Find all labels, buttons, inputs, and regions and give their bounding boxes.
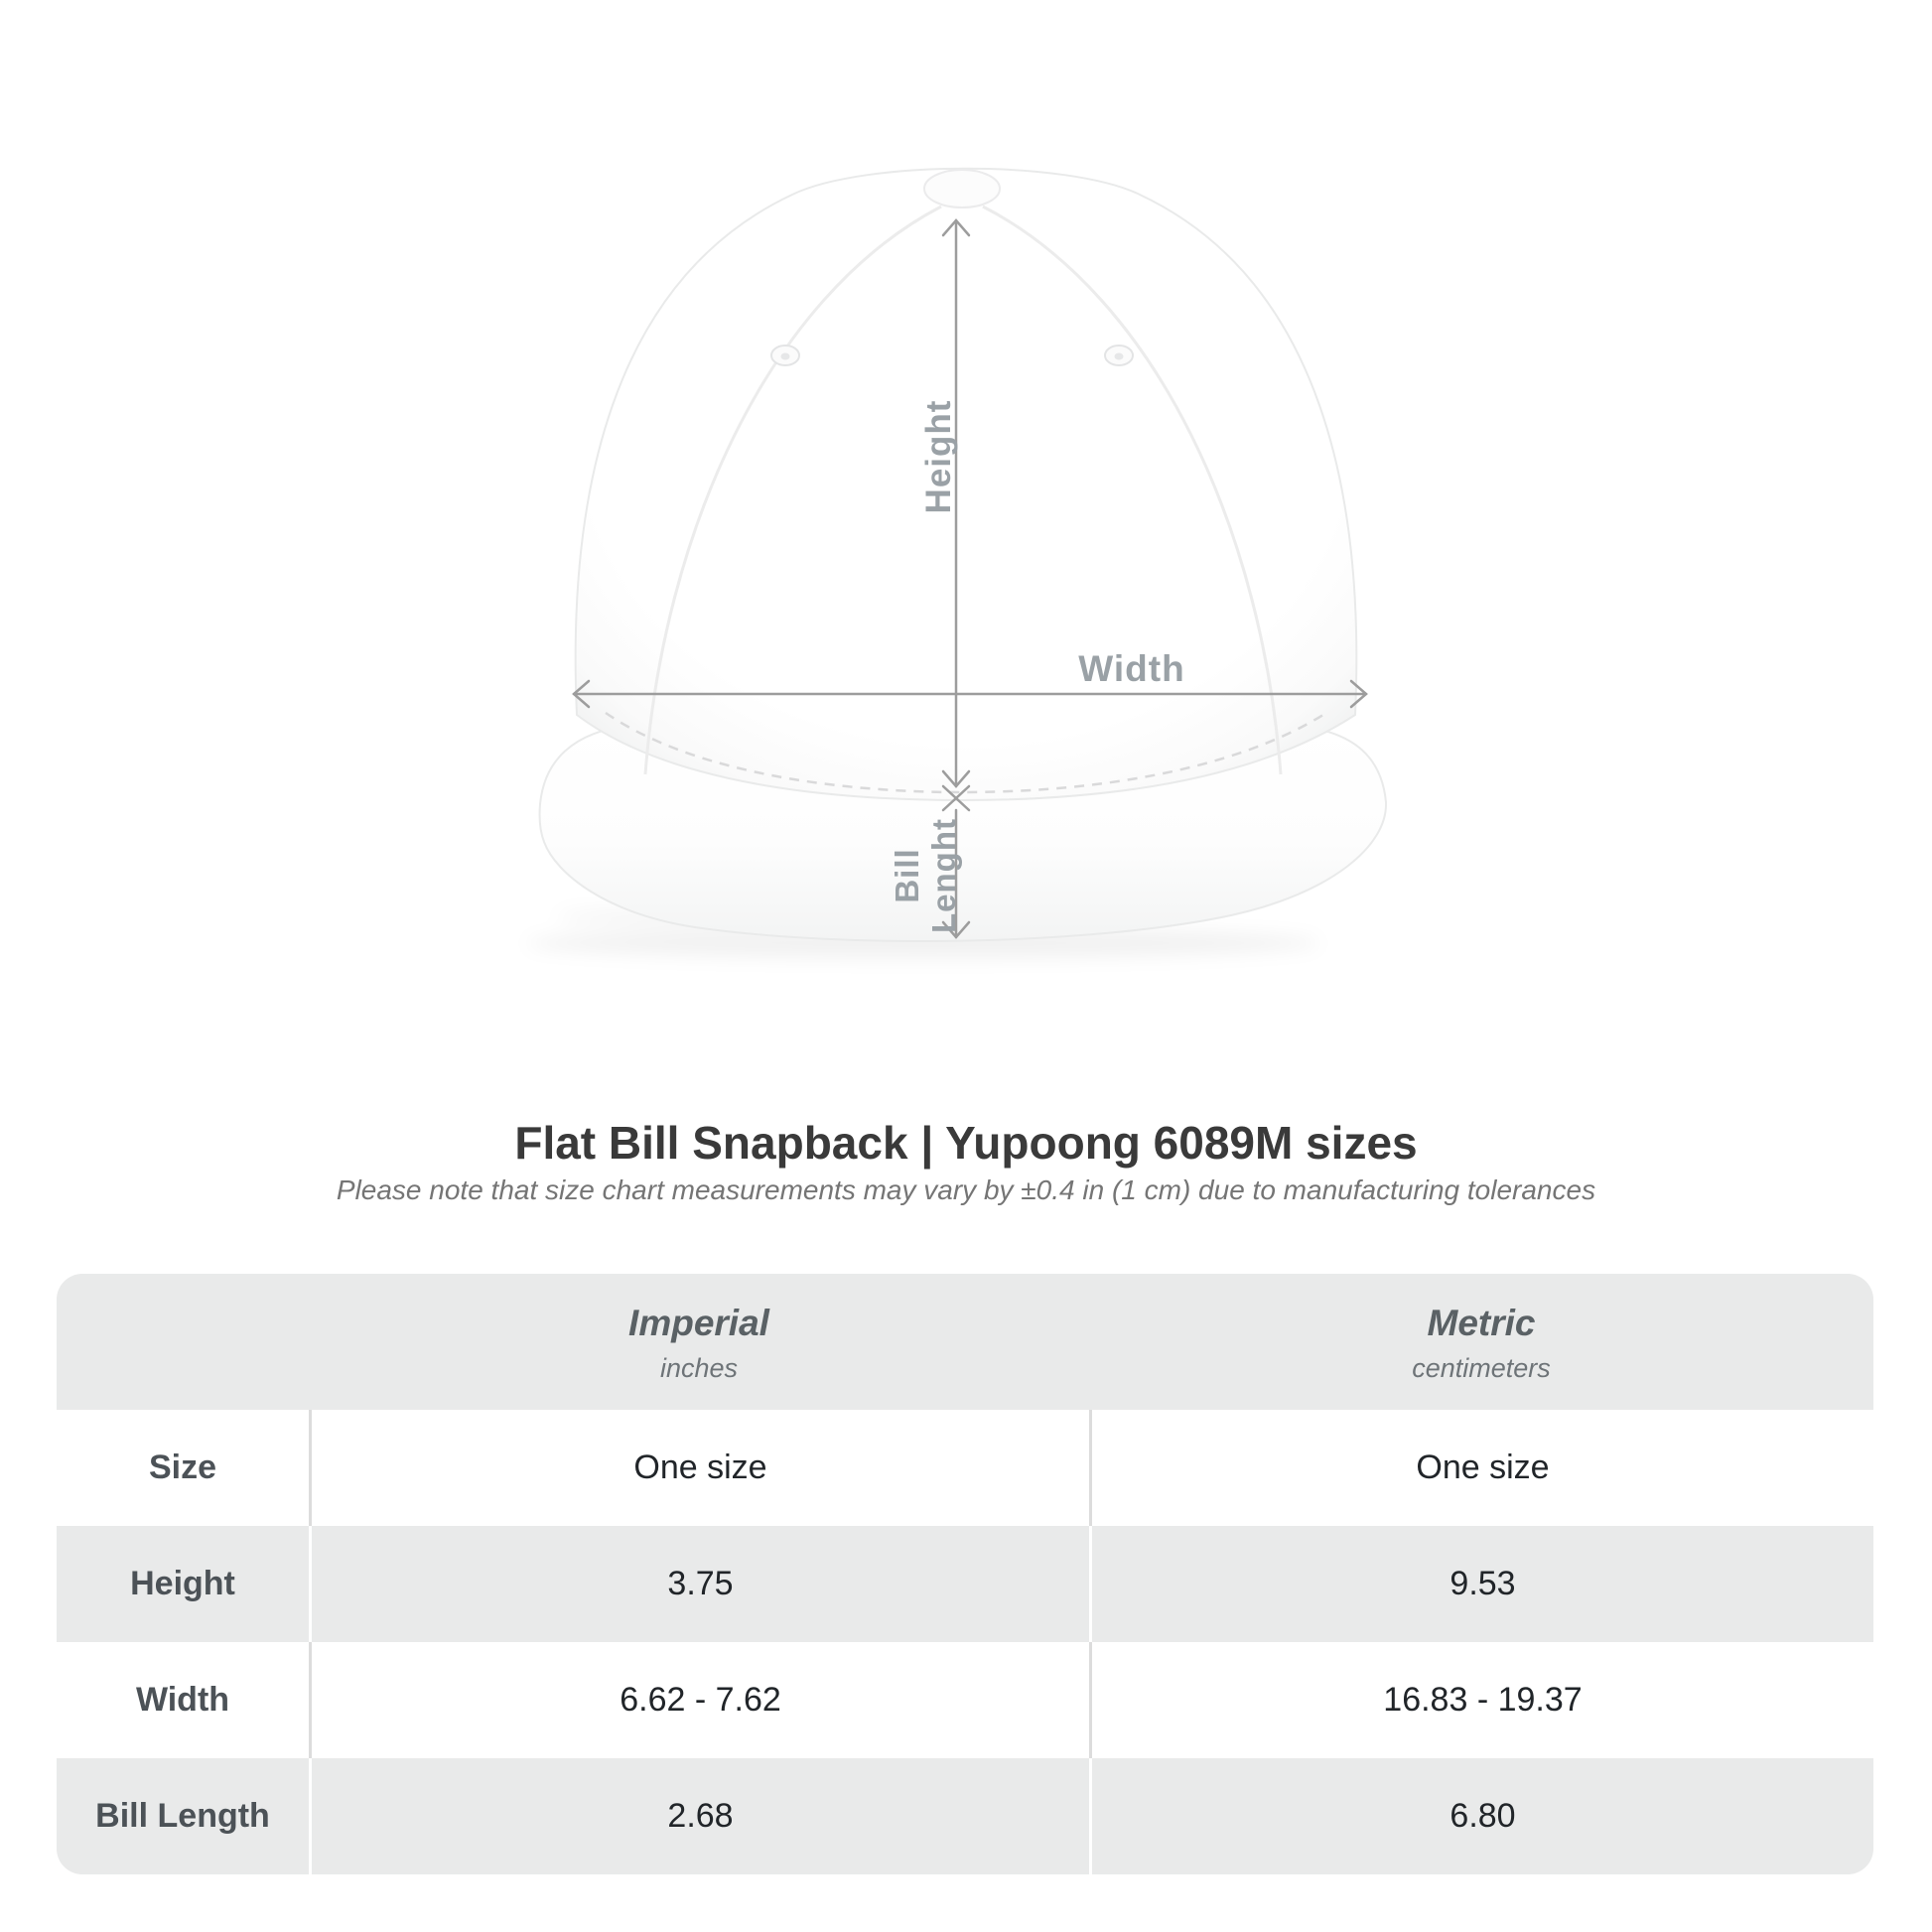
metric-value-cell xyxy=(1089,1642,1873,1758)
row-label: Size xyxy=(148,1449,217,1486)
height-dimension-label: Height xyxy=(919,399,958,514)
row-label-cell xyxy=(57,1410,309,1526)
page-subtitle: Please note that size chart measurements may vary by ±0.4 in (1 cm) due to manufacturing tolerances xyxy=(336,1174,1596,1205)
metric-value-cell xyxy=(1089,1410,1873,1526)
table-row-size xyxy=(57,1410,1873,1526)
imperial-value-cell xyxy=(309,1758,1089,1874)
metric-value: One size xyxy=(1416,1449,1550,1486)
row-label-cell xyxy=(57,1758,309,1874)
row-label-cell xyxy=(57,1526,309,1642)
row-label: Bill Length xyxy=(95,1797,270,1835)
imperial-column-unit: inches xyxy=(659,1352,739,1383)
bill-length-dimension-label xyxy=(890,791,967,960)
right-eyelet xyxy=(1105,345,1133,365)
imperial-value-cell xyxy=(309,1642,1089,1758)
metric-column-title: Metric xyxy=(1427,1302,1536,1343)
hat-crown xyxy=(576,169,1357,800)
page-title: Flat Bill Snapback | Yupoong 6089M sizes xyxy=(514,1117,1418,1169)
bill-length-label-line1: Bill xyxy=(889,848,925,903)
imperial-value: 3.75 xyxy=(667,1565,734,1602)
metric-column-unit: centimeters xyxy=(1412,1352,1551,1383)
table-row-height xyxy=(57,1526,1873,1642)
header-metric-cell xyxy=(1089,1274,1873,1410)
table-row-bill-length xyxy=(57,1758,1873,1874)
imperial-value-cell xyxy=(309,1410,1089,1526)
header-imperial-cell xyxy=(309,1274,1089,1410)
row-label-cell xyxy=(57,1642,309,1758)
left-eyelet xyxy=(771,345,799,365)
metric-value: 16.83 - 19.37 xyxy=(1383,1681,1583,1719)
metric-value-cell xyxy=(1089,1758,1873,1874)
imperial-value: 6.62 - 7.62 xyxy=(620,1681,781,1719)
width-dimension-label: Width xyxy=(1078,648,1185,689)
size-table-header xyxy=(57,1274,1873,1410)
header-spacer-cell xyxy=(57,1274,309,1410)
imperial-value: One size xyxy=(633,1449,767,1486)
imperial-value: 2.68 xyxy=(667,1797,734,1835)
bill-length-label-line2: Lenght xyxy=(924,818,962,933)
imperial-column-title: Imperial xyxy=(628,1302,769,1343)
size-table xyxy=(57,1274,1873,1874)
row-label: Height xyxy=(130,1565,235,1602)
imperial-value-cell xyxy=(309,1526,1089,1642)
row-label: Width xyxy=(135,1681,230,1719)
metric-value-cell xyxy=(1089,1526,1873,1642)
metric-value: 6.80 xyxy=(1449,1797,1516,1835)
table-row-width xyxy=(57,1642,1873,1758)
metric-value: 9.53 xyxy=(1449,1565,1516,1602)
top-button xyxy=(924,170,1000,207)
